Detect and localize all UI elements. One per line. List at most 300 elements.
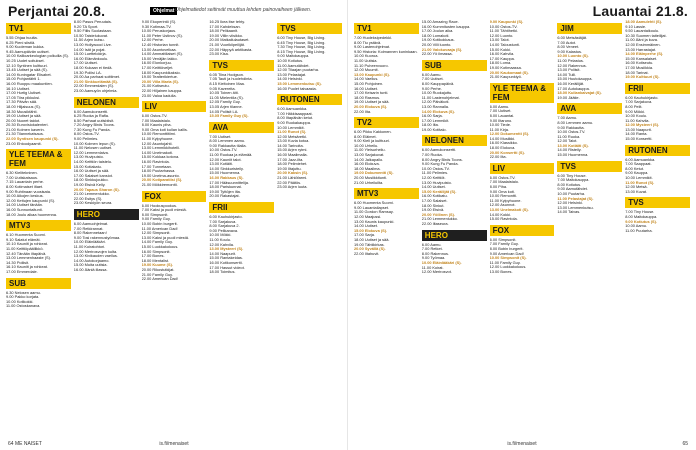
channel-header: FOX [490, 225, 555, 236]
program-text: 22.00 Iltahuvit. [354, 251, 380, 256]
program-text: 13.00 Lemmenkutsu. [557, 205, 594, 210]
program-text: 19.00 Uutiset ja sää. [354, 100, 390, 105]
program-text: 6.00 Aamukonsertti. [73, 109, 109, 114]
program-listing [625, 229, 690, 234]
program-text: 14.00 Tulli. [557, 72, 577, 77]
program-text: 9.00 Ruhtinaan vuosisata. [6, 189, 51, 194]
program-listing [557, 96, 622, 101]
program-text: 13.00 Lemmikkihotelli. [141, 146, 181, 151]
channel-header: TV2 [354, 117, 419, 128]
program-text: 6.00 Aamuankka. [625, 157, 656, 162]
program-text: 11.00 Pelastajat (S). [557, 196, 594, 201]
program-text: 15.00 Arjen rytmi. [277, 148, 308, 153]
program-text: 10.00 Lemmikit. [625, 176, 653, 181]
program-text: 8.00 Iltapäivän ketut. [277, 116, 314, 121]
program-text: 9.50 Fiilis Suolastaan. [73, 29, 112, 34]
program-text: 18.00 Uutiset ja sää. [354, 237, 390, 242]
left-columns [6, 20, 342, 434]
program-text: 16.10 Kauniit ja rohkeat. [6, 265, 48, 270]
program-text: 8.15 Kieltoinen Maa. [209, 81, 245, 86]
program-text: 14.00 Uutiset. [354, 224, 379, 229]
program-text: 8.00 Angry Birds Toons. [421, 157, 463, 162]
program-text: 9.00 Iltaruno. [489, 118, 513, 123]
program-text: 7.00 Sarjakuva. [625, 100, 653, 105]
program-text: 18.00 Pariskunnat. [209, 185, 242, 190]
program-text: 9.00 Family Guy. [141, 217, 171, 222]
program-text: 6.00 Aamu. [489, 104, 510, 109]
listing-column [6, 20, 71, 434]
program-text: 7.20 Angry Birds Toons. [73, 123, 115, 128]
program-text: 8.00 Sarjakuva 2. [209, 224, 240, 229]
program-text: 17.00 Keisarin tunti. [354, 91, 389, 96]
program-text: 20.00 Yöllinen (S). [421, 212, 456, 217]
program-text: 6.00 Tiny House, Big Living. [277, 36, 326, 40]
program-text: 22.00 Yö ilmassa. [421, 52, 453, 57]
program-text: 22.00 Esitys (S). [73, 196, 103, 201]
footer-page-left: 64 ME NAISET [8, 441, 42, 447]
channel-header: AVA [557, 103, 622, 114]
program-text: 10.00 Puutarha. [557, 192, 586, 197]
program-text: 8.00 Kotimaiset iltaet. [6, 185, 44, 190]
program-text: 13.00 Kotiäiti. [209, 162, 233, 167]
program-text: 11.00 Runot (S). [625, 180, 655, 185]
program-text: 13.00 Kaksi ja puoli miestä. [141, 235, 189, 240]
program-text: 5.55 Ohjaa huulta. [6, 36, 38, 40]
program-text: 21.00 Urheiluilta. [354, 180, 384, 185]
program-text: 15.00 Keräilijät (S). [421, 189, 457, 194]
program-text: 18.00 Maailma. [354, 166, 381, 171]
program-text: 6.00 Metsästäjät. [557, 36, 588, 40]
program-text: 18.30 Muusiktähti. [6, 109, 38, 114]
program-text: 6.00 Ostos-TV. [141, 114, 168, 119]
program-text: 16.00 Sunnuntaitunti. [6, 208, 43, 212]
program-listing [6, 213, 71, 218]
program-text: 6.45 Tiny House, Big Living. [277, 40, 326, 45]
program-text: 17.00 Lemmikit. [421, 118, 450, 123]
program-text: 13.05 Arjen tilanne. [209, 104, 243, 109]
program-text: 7.00 Huoleksipedekki. [354, 36, 393, 40]
channel-header: TV1 [6, 23, 71, 34]
channel-header: YLE TEEMA & FEM [490, 83, 555, 103]
program-text: 15.00 Kokkaa kotona. [141, 155, 180, 160]
program-text: 21.00 Valokuvaaja (S). [421, 47, 463, 52]
program-text: 19.00 Teatterikiertue. [141, 75, 178, 80]
program-text: 12.00 Merirosvojen kulta. [73, 249, 118, 254]
program-listing [6, 304, 71, 309]
program-text: 7.00 Ruoka. [421, 153, 443, 158]
program-text: 12.00 Mysteeri (S). [625, 123, 660, 128]
program-text: 6.00 Aamu. [421, 242, 442, 247]
program-text: 10.00 Eläinlääkäri. [73, 240, 106, 245]
program-listing [625, 75, 690, 80]
program-text: 20.00 Kaksin (S). [277, 171, 309, 176]
program-text: 11.00 Kylpyhuone. [489, 198, 522, 203]
channel-header: RUTONEN [277, 94, 342, 105]
program-listing [142, 94, 207, 99]
program-text: 22.00 Häppyä arktikasta. [209, 47, 253, 52]
program-text: 8.00 Ostos-TV. [73, 132, 100, 137]
program-text: 10.00 Ostos-TV. [557, 130, 586, 135]
program-text: 19.00 Tyttöjen ilta. [209, 189, 241, 194]
program-text: 6.10 Huomenta Suomi. [6, 233, 46, 238]
page-title-right: Lauantai 21.8. [592, 3, 688, 19]
program-text: 8.00 Maitokauppa. [625, 215, 658, 219]
program-text: 15.00 Amazing Race. [421, 20, 459, 24]
program-text: 17.00 Hääsuunnittelija. [209, 180, 249, 185]
program-text: 8.00 Rakennus. [421, 251, 450, 256]
program-text: 15.00 Rantakeidas. [209, 256, 243, 261]
program-text: 7.30 Tiny House, Big Living. [277, 45, 326, 50]
program-text: 9.00 Kung Fu Panda. [421, 162, 459, 167]
program-text: 18.00 Sinkut. [421, 203, 445, 208]
program-text: 12.00 Dokumentti (S). [489, 132, 530, 137]
program-text: 21.00 Kolmen kaverin. [6, 127, 45, 132]
program-text: 10.00 Kotikokki. [6, 299, 34, 304]
program-text: 17.00 Musiikkia. [625, 65, 654, 70]
program-text: 7.00 Uutiset. [421, 77, 444, 82]
channel-header: TVS [209, 60, 274, 71]
program-text: 13.00 Hollywood Live. [73, 42, 112, 47]
program-listing [354, 252, 419, 257]
program-listing [209, 194, 274, 199]
listing-column [490, 20, 555, 434]
program-text: 21.00 Kaupunkiyö. [489, 75, 522, 80]
program-text: 10.00 Kotiutus. [277, 58, 304, 63]
program-text: 9.00 Pelikanava. [209, 228, 239, 233]
program-text: 10.00 Lemmikit. [277, 125, 305, 130]
program-text: 12.00 Perhe. [141, 38, 164, 43]
program-text: 20.00 Konsertti (S). [489, 150, 525, 155]
program-text: 13.00 Sarjakuvat. [354, 153, 385, 158]
program-text: 14.00 Ammattilaiset (S). [141, 52, 183, 57]
program-text: 6.00 Kauhukirjasto. [625, 95, 659, 100]
program-text: 16.00 Elonkorjuu. [141, 61, 172, 66]
program-text: 20.00 Villi luonto. [421, 42, 452, 47]
program-listing [74, 89, 139, 94]
program-text: 18.00 Kaupunkikaksio. [141, 70, 181, 75]
program-text: 10.00 Ostos-TV. [209, 148, 238, 153]
program-text: 10.00 Luonto (S). [557, 54, 589, 59]
program-text: 18.00 Lomakoti. [421, 33, 450, 38]
program-text: 20.00 Kaukomaat (S). [489, 70, 529, 75]
program-text: 17.00 Jazz-ilta. [277, 157, 304, 162]
program-text: 11.00 Koulu. [209, 237, 231, 242]
program-text: 23.00 Arjen luuta. [277, 185, 308, 190]
program-text: 20.30 Eurovisiokalenteri. [6, 123, 49, 128]
program-text: 12.00 Simpsonit. [141, 231, 171, 236]
program-text: 9.00 Maitokauppa. [277, 54, 310, 59]
program-text: 16.00 Uutiset. [354, 86, 379, 91]
program-text: 19.00 Kotitalo. [421, 127, 447, 132]
program-text: 18.00 Loma. [489, 61, 512, 66]
program-text: 13.00 Rannalla. [421, 104, 450, 109]
program-text: 9.00 Kieli ja kulttuuri. [354, 139, 390, 144]
channel-header: SUB [422, 60, 487, 71]
programs-tag: Ohjelmat [150, 7, 177, 15]
program-text: 17.00 Uutiset. [73, 61, 98, 66]
program-text: 12.00 Ensimmäinen. [625, 42, 661, 47]
program-text: 21.00 Family Guy. [141, 272, 173, 277]
program-text: 19.00 Iltajuttu. [277, 166, 302, 171]
program-text: 18.00 Mentalist. [141, 258, 170, 263]
program-text: 9.00 Aamutähdet. [557, 187, 588, 192]
program-text: 8.00 Lauantai. [489, 113, 515, 118]
program-text: 8.00 Piha. [489, 185, 508, 190]
program-text: 13.00 Kaupunki (S). [354, 72, 390, 77]
program-text: 14.00 Elokuva (S). [421, 109, 455, 114]
program-text: 11.00 Pelastus. [557, 58, 584, 63]
program-text: 7.00 Häkkisaappaat. [277, 111, 313, 116]
program-text: 12.00 Metsäretki. [277, 134, 308, 139]
program-text: 16.00 Uutiset ja sää. [73, 169, 110, 174]
right-columns [354, 20, 690, 434]
program-text: 21.00 Lähiöfarmi. [277, 176, 308, 181]
program-text: 6.00 Aamuohjelmat. [73, 221, 109, 226]
program-text: 13.00 Mysteeri (S). [209, 247, 244, 252]
program-text: 14.00 Taivas. [557, 210, 581, 215]
program-text: 19.00 Kulttuuri (S). [625, 75, 660, 80]
program-listing [277, 185, 342, 190]
program-text: 22.00 Ilta. [489, 155, 507, 160]
channel-header: FOX [142, 191, 207, 202]
program-text: 14.00 Helsinki. [277, 77, 303, 82]
program-text: 7.00 Uutiset. [209, 134, 232, 139]
program-text: 17.00 Autokauppa. [557, 86, 590, 91]
program-text: 14.00 Jalkapallo. [354, 157, 384, 162]
program-text: 15.00 Huomenna. [557, 153, 589, 158]
program-text: 11.00 Ääni ja kuva. [625, 38, 658, 43]
program-text: 19.00 Dokumentti (S). [354, 171, 394, 176]
program-text: 14.00 Risteily. [557, 148, 582, 153]
program-text: 14.00 Uutiset tänään. [6, 203, 43, 208]
program-text: 16.00 Ravintola. [141, 160, 170, 165]
program-text: 12.00 Päiväkoti. [421, 100, 450, 105]
listing-column [354, 20, 419, 434]
channel-header: AVA [209, 122, 274, 133]
program-text: 11.00 Keittiöpäällikkö. [6, 246, 44, 251]
program-text: 20.00 Nuoret taidot. [6, 118, 41, 123]
program-text: 9.00 Lastenohjelmat. [354, 45, 391, 50]
program-text: 16.00 Puolet taivaasta. [277, 86, 317, 91]
program-text: 9.00 Rakkautta tilalla. [209, 143, 247, 148]
program-text: 11.00 Koiratohtori. [73, 244, 106, 249]
program-text: 13.00 Talot. [489, 38, 510, 43]
channel-header: NELONEN [422, 135, 487, 146]
program-text: 8.00 Pelit. [625, 104, 643, 109]
program-text: 23.00 Aamuyön ohjelmia. [73, 88, 118, 93]
program-text: 12.00 Luonto. [489, 33, 514, 38]
program-text: 11.00 Kylpyhuone. [141, 137, 174, 142]
program-text: 19.00 Etsivä. [421, 208, 445, 213]
program-text: 9.00 Kauppa. [625, 171, 649, 176]
program-text: 21.00 Kotiseutu. [141, 84, 170, 89]
program-text: 12.05 Family Guy. [209, 100, 241, 105]
program-text: 8.00 Pasus Peruutais. [73, 20, 112, 24]
channel-header: TVS [557, 161, 622, 172]
program-text: 17.00 Sarja. [354, 233, 375, 238]
program-text: 14.05 Poliisit LA. [209, 109, 239, 114]
program-text: 17.05 Tiira pikkuksi. [6, 95, 41, 100]
program-text: 12.00 Asunnot. [489, 203, 516, 208]
program-text: 14.00 Sinkkuristeily. [209, 166, 244, 171]
program-text: 18.00 Sinkkujoukko. [73, 178, 109, 183]
program-text: 13.00 Naapurit. [625, 127, 652, 132]
program-text: 17.30 Päivän sää. [6, 100, 38, 105]
program-text: 13.00 Pelastajat. [277, 72, 307, 77]
program-text: 18.00 Puutarhassa. [141, 169, 176, 174]
program-text: 12.00 Kauniit talot. [209, 157, 242, 162]
program-text: 11.00 Kirja. [489, 127, 509, 132]
program-text: 14.00 Keittiön taistelu. [73, 160, 113, 165]
channel-header: FRII [209, 202, 274, 213]
program-text: 11.00 Lastenohjelmat. [421, 95, 460, 100]
program-text: 13.00 Poliisit. [557, 68, 581, 73]
program-text: 11.00 Yleisurheilu. [354, 148, 386, 153]
program-text: 8.00 Tiu ystävä. [354, 40, 382, 45]
program-text: 11.00 Runot (S). [277, 130, 307, 135]
program-text: 23.00 Ehtoodyaamit. [6, 141, 42, 146]
program-text: 7.00 Tiny House. [625, 210, 655, 215]
program-text: 14.30 Poliisit. [6, 260, 30, 265]
program-text: 19.00 Kuume (S). [141, 263, 173, 268]
program-listing [354, 110, 419, 115]
program-text: 17.00 Emmerdale. [6, 269, 38, 274]
program-text: 9.10 Salatut elämät. [6, 237, 41, 242]
program-text: 9.10 Lassie. [625, 24, 647, 29]
program-text: 11.00 Uutisia. [354, 58, 378, 63]
program-text: 12.00 Kahvila. [209, 242, 235, 247]
program-text: 20.00 Rikostutkijat. [141, 267, 175, 272]
program-listing [209, 52, 274, 57]
program-text: 11.05 Mielentila (S). [209, 95, 244, 100]
program-text: 8.00 Kaunis piha. [141, 123, 172, 128]
program-text: 8.00 Lemmen aamu. [557, 120, 594, 125]
program-text: 9.00 Työmaa. [421, 256, 446, 261]
program-text: 9.00 Ruokakauppa. [277, 120, 311, 125]
program-text: 13.00 Huvipuisto. [421, 180, 452, 185]
program-text: 15.00 Kokki. [489, 47, 512, 52]
program-text: 16.00 Ääniä illassa. [73, 267, 108, 272]
program-text: 8.00 Rakennetaan! [73, 231, 107, 236]
program-text: 8.00 Bobin burgerit. [489, 246, 524, 251]
program-text: 16.00 Klassikko. [489, 141, 518, 146]
program-listing [422, 222, 487, 227]
program-listing [490, 75, 555, 80]
program-text: 14.00 Naapurit. [209, 251, 236, 256]
program-text: 11.00 Ruoka. [557, 134, 581, 139]
program-text: 10.00 Kuoroa. [354, 54, 379, 59]
program-text: 22.00 Syntisen kaupunki (S). [6, 137, 59, 142]
channel-header: TVS [625, 197, 690, 208]
program-text: 8.00 Veneet. [557, 45, 580, 50]
program-text: 6.00 Aamukonsertti. [421, 148, 457, 153]
program-text: 10.05 Toinen äiti. [209, 91, 239, 96]
program-text: 9.00 American Dad! [489, 251, 524, 256]
program-text: 7.00 Family Guy. [489, 242, 519, 247]
program-text: 18.00 Kukaan ei tiedä. [73, 65, 113, 70]
program-text: 8.00 Ketut. [625, 166, 645, 171]
channel-header: JIM [557, 23, 622, 34]
program-text: 12.00 Maajussi. [354, 215, 382, 219]
program-text: 11.00 American Dad! [141, 226, 178, 231]
program-text: 9.20 TA Sport. [73, 24, 99, 29]
program-text: 20.00 Musiikkitunti. [354, 176, 388, 181]
program-text: 16.00 Kahvila. [489, 52, 515, 57]
program-text: 22.00 Päätös. [277, 180, 302, 185]
program-text: 13.00 Kuvia kotoa. [277, 139, 310, 144]
program-text: 9.00 Pelimies. [73, 137, 99, 142]
program-text: 17.00 Kauppa. [489, 56, 515, 61]
program-text: 16.00 Elämänkoulu. [73, 56, 109, 61]
program-text: 18.00 Tarinat. [625, 70, 649, 75]
program-text: 13.00 Harrastajat. [625, 47, 657, 52]
program-text: 11.00 Family Guy. [489, 260, 521, 265]
program-text: 21.00 Lemmenlukko. [421, 217, 458, 222]
program-text: 8.00 Lemmen aamu. [209, 139, 246, 144]
program-listing [142, 277, 207, 282]
program-listing [490, 155, 555, 160]
program-text: 21.00 Sinkkuelämää (S). [73, 79, 118, 84]
program-listing [354, 181, 419, 186]
program-text: 17.00 Joulun aika. [421, 29, 454, 34]
program-text: 18.00 Toimitus. [209, 270, 236, 275]
program-text: 7.00 Uutiset. [489, 109, 512, 114]
program-text: 12.00 Luokkakokous. [489, 265, 527, 270]
program-text: 9.00 Kotiutus (S). [625, 219, 657, 224]
program-text: 10.00 Urheilu. [354, 143, 379, 148]
program-text: 10.00 Kolmen lepun (S). [73, 141, 116, 146]
program-text: 6.25 Ruoka ja Rafla. [73, 114, 110, 119]
listing-column [422, 20, 487, 434]
channel-header: MTV3 [354, 188, 419, 199]
program-text: 20.00 Villa Maria (S). [141, 79, 179, 84]
program-text: 14.00 Kuningatar Elisabet. [6, 72, 52, 77]
program-text: 13.00 Kuvat. [625, 189, 648, 194]
program-text: 11.00 Gordon Ramsay. [354, 210, 394, 215]
program-text: 11.00 Tähtihetki. [489, 29, 518, 34]
program-text: 12.00 Lemmenlaiva. [73, 150, 109, 155]
channel-header: LIV [142, 101, 207, 112]
program-text: 6.00 Pikku Kakkonen. [354, 130, 392, 135]
program-text: 16.00 Rakkaus (S). [209, 176, 244, 181]
program-text: 12.00 Merirosvot. [421, 270, 452, 275]
program-listing [6, 270, 71, 275]
program-text: 9.00 Perhe. [421, 86, 442, 91]
program-text: 17.00 Hassut videot. [209, 265, 245, 270]
program-text: 14.00 Isät ja pojat. [73, 47, 106, 52]
program-text: 12.00 Helsinki. [557, 201, 583, 206]
program-text: 10.00 Remonttitiimi. [141, 132, 176, 137]
program-text: 21.30 Tilannekatsaus. [6, 132, 44, 137]
program-text: 16.00 Kotiseutu. [625, 61, 654, 66]
program-text: 13.00 Huvipuisto. [73, 155, 104, 160]
program-text: 12.00 Talot. [557, 139, 578, 144]
program-text: 22.00 American Dad! [141, 277, 178, 282]
program-text: 8.00 Simpsonit. [141, 212, 169, 217]
program-text: 6.30 Nelosen aamu. [6, 290, 41, 295]
program-text: 13.00 Asuntovelkaa. [141, 47, 177, 52]
program-text: 9.00 Kuoleman kukka. [6, 45, 45, 50]
program-text: 7.30 Kung Fu Panda. [73, 127, 111, 132]
program-text: 10.00 Ruokajuttu. [421, 91, 453, 96]
program-text: 7.00 Aamu. [557, 116, 578, 121]
program-text: 14.00 Vaellus. [354, 77, 379, 82]
program-text: 16.00 Maailmalla. [277, 153, 308, 158]
program-text: 19.00 Kotimaassa. [489, 65, 522, 70]
program-text: 8.00 Kauppapäivä. [421, 81, 455, 86]
program-text: 12.00 Asuntojahti. [141, 141, 173, 146]
program-text: 9.00 Ekoperintö (S). [141, 20, 177, 24]
